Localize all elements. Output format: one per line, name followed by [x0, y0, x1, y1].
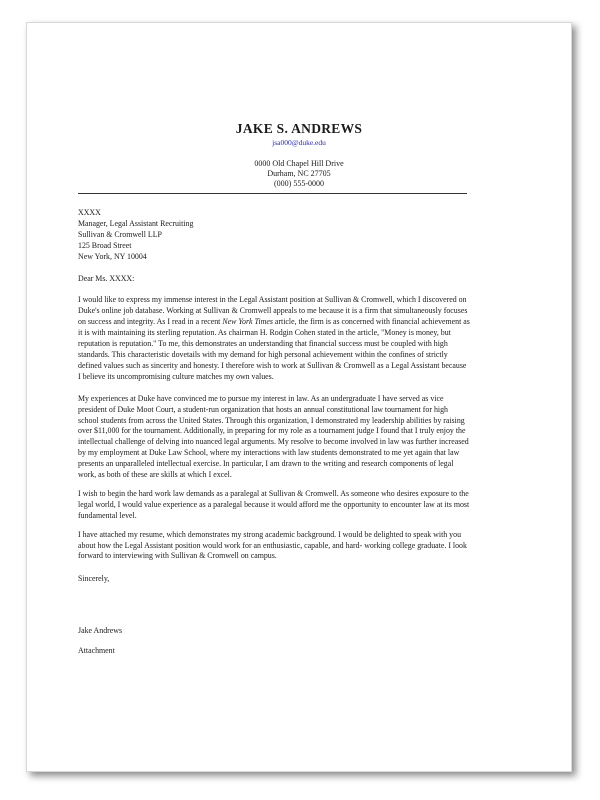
signature-name: Jake Andrews [78, 626, 123, 636]
recipient-company: Sullivan & Cromwell LLP [78, 229, 162, 239]
sender-street: 0000 Old Chapel Hill Drive [254, 159, 344, 168]
paragraph-2: My experiences at Duke have convinced me to pursue my interest in law. As an undergraduate I have served as vice president of Duke Moot Court, a student-run organization that hosts an annual constitutional law tournament for high school students from across the United States. Through this organization, I demonstrated my leadership abilities by raising over $11,000 for the tournament. Additionally, in preparing for my role as a tournament judge I found that I truly enjoy the intellectual challenge of delving into nuanced legal arguments. My resolve to become involved in law was further increased by my employment at Duke Law School, where my interactions with law students demonstrated to me yet again that law presents an unparalleled intellectual exercise. In particular, I am drawn to the writing and research components of legal work, as both of these are skills at which I excel. [78, 393, 469, 480]
recipient-street: 125 Broad Street [78, 240, 132, 250]
paragraph-1-part-b: article, the firm is as concerned with financial achievement as it is with maintaining its sterling reputation. As chairman H. Rodgin Cohen stated in the article, "Money is money, but reputation is reputation." To me, this demonstrates an understanding that financial success must be coupled with high standards. This characteristic dovetails with my demand for high personal achievement within the confines of strictly defined values such as sincerity and honesty. I therefore wish to work at Sullivan & Cromwell as a Legal Assistant because I believe its uncompromising culture matches my own values. [78, 317, 470, 381]
enclosure-note: Attachment [78, 646, 115, 656]
sender-phone: (000) 555-0000 [274, 179, 324, 188]
salutation: Dear Ms. XXXX: [78, 273, 135, 283]
paragraph-1-part-a: I would like to express my immense interest in the Legal Assistant position at Sullivan & Cromwell, which I discovered on Duke's online job database. Working at Sullivan & Cromwell appeals to me because it is a firm that simultaneously focuses on success and integrity. As I read in a recent [78, 295, 468, 327]
recipient-name: XXXX [78, 208, 101, 217]
paragraph-4: I have attached my resume, which demonstrates my strong academic background. I would be delighted to speak with you about how the Legal Assistant position would work for an enthusiastic, capable, and hard- working college graduate. I look forward to interviewing with Sullivan & Cromwell on campus. [78, 529, 467, 561]
sender-email: jsa000@duke.edu [272, 138, 326, 147]
paragraph-1 [78, 295, 470, 382]
paragraph-3: I wish to begin the hard work law demands as a paralegal at Sullivan & Cromwell. As someone who desires exposure to the legal world, I would value experience as a paralegal because it would afford me the opportunity to encounter law at its most fundamental level. [78, 488, 470, 520]
recipient-city: New York, NY 10004 [78, 251, 147, 261]
letter-page [26, 22, 572, 772]
recipient-title: Manager, Legal Assistant Recruiting [78, 218, 194, 228]
sender-name: JAKE S. ANDREWS [235, 121, 363, 136]
recipient-block [78, 208, 470, 263]
closing: Sincerely, [78, 574, 110, 584]
sender-city: Durham, NC 27705 [267, 169, 331, 178]
paragraph-1-italic-title: New York Times [222, 317, 273, 327]
letterhead [27, 121, 571, 189]
letter-body [78, 208, 470, 657]
header-divider [78, 193, 467, 194]
